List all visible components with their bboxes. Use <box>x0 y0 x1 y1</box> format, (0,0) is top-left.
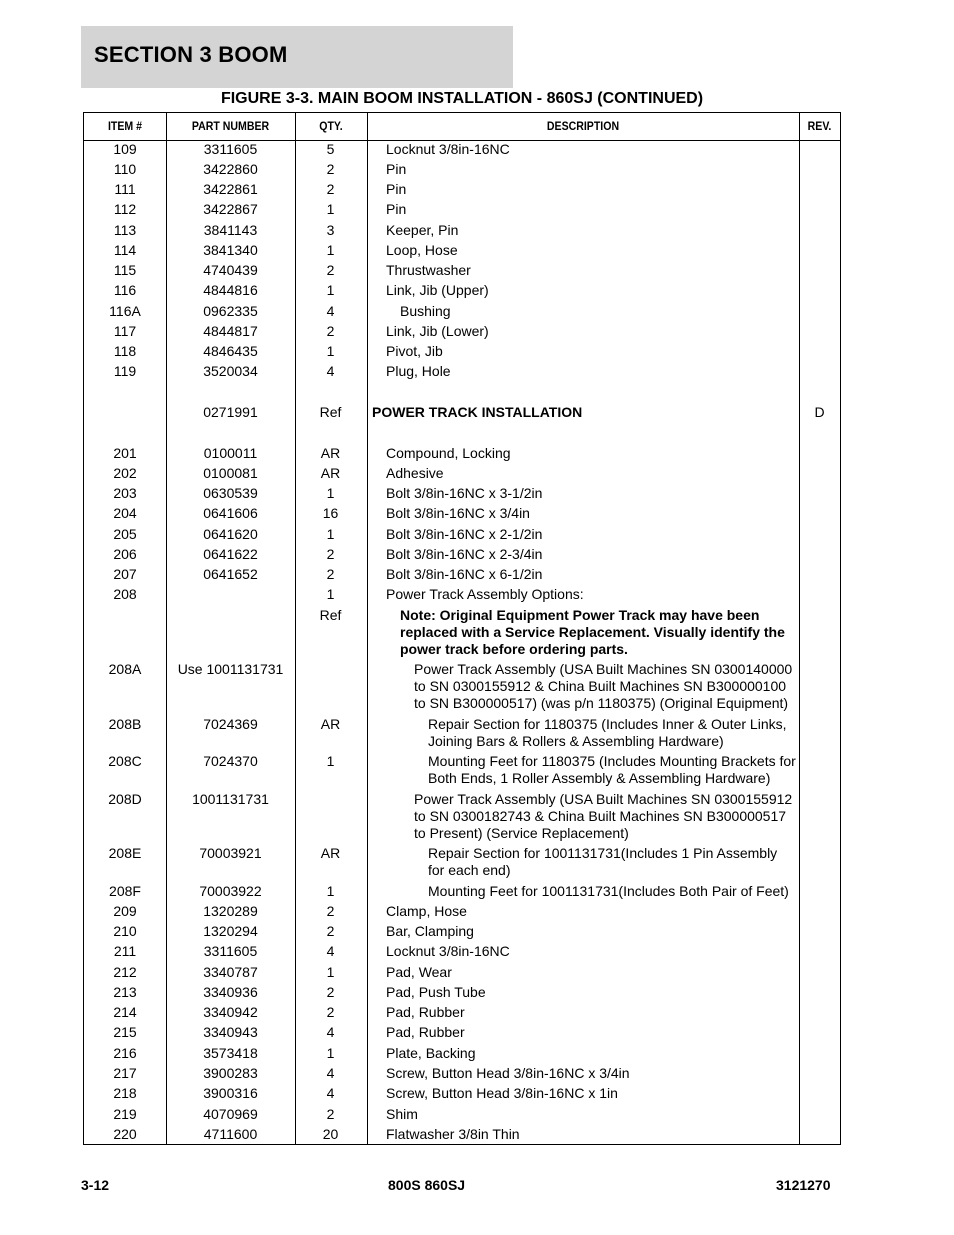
qty-cell: 4 <box>326 943 335 959</box>
part-number-cell: 1320294 <box>203 923 258 939</box>
description-cell: Flatwasher 3/8in Thin <box>386 1126 520 1142</box>
description-cell: Link, Jib (Upper) <box>386 282 489 298</box>
description-cell: Thrustwasher <box>386 262 471 278</box>
description-cell: Mounting Feet for 1001131731(Includes Both Pair of Feet) <box>428 883 789 899</box>
qty-cell: 2 <box>326 262 335 278</box>
part-number-cell: 3340936 <box>203 984 258 1000</box>
item-cell: 220 <box>113 1126 137 1142</box>
part-number-cell: 4844816 <box>203 282 258 298</box>
description-cell: Pad, Push Tube <box>386 984 486 1000</box>
part-number-cell: 0100081 <box>203 465 258 481</box>
part-number-cell: 0962335 <box>203 303 258 319</box>
part-number-cell: 7024370 <box>203 753 258 769</box>
item-cell: 114 <box>113 242 137 258</box>
qty-cell: 4 <box>326 1024 335 1040</box>
part-number-cell: 3340942 <box>203 1004 258 1020</box>
qty-cell: 2 <box>326 161 335 177</box>
item-cell: 207 <box>113 566 137 582</box>
item-cell: 116A <box>109 303 141 319</box>
qty-cell: 1 <box>326 586 335 602</box>
description-cell: Plate, Backing <box>386 1045 476 1061</box>
part-number-cell: 1320289 <box>203 903 258 919</box>
part-number-cell: 3900283 <box>203 1065 258 1081</box>
description-cell: Bolt 3/8in-16NC x 2-1/2in <box>386 526 543 542</box>
item-cell: 119 <box>113 363 137 379</box>
item-cell: 208C <box>108 753 142 769</box>
part-number-cell: 0641620 <box>203 526 258 542</box>
part-number-cell: 3340787 <box>203 964 258 980</box>
qty-cell: 2 <box>326 566 335 582</box>
item-cell: 109 <box>113 141 137 157</box>
item-cell: 212 <box>113 964 137 980</box>
part-number-cell: 0271991 <box>203 404 258 420</box>
item-cell: 205 <box>113 526 137 542</box>
description-cell: Note: Original Equipment Power Track may have been replaced with a Service Replacement. Visually identify the power track before ordering parts. <box>400 607 785 657</box>
header-rev: REV. <box>807 119 832 133</box>
item-cell: 213 <box>113 984 137 1000</box>
description-cell: Bar, Clamping <box>386 923 474 939</box>
description-cell: Clamp, Hose <box>386 903 467 919</box>
qty-cell: 2 <box>326 1004 335 1020</box>
description-cell: Keeper, Pin <box>386 222 459 238</box>
figure-title: FIGURE 3-3. MAIN BOOM INSTALLATION - 860SJ (CONTINUED) <box>220 90 704 107</box>
description-cell: Pivot, Jib <box>386 343 443 359</box>
item-cell: 219 <box>113 1106 137 1122</box>
part-number-cell: 4740439 <box>203 262 258 278</box>
description-cell: Repair Section for 1180375 (Includes Inner & Outer Links, Joining Bars & Rollers & Assembling Hardware) <box>428 716 787 749</box>
qty-cell: 3 <box>326 222 335 238</box>
description-cell: Mounting Feet for 1180375 (Includes Mounting Brackets for Both Ends, 1 Roller Assembly & Assembling Hardware) <box>428 753 796 786</box>
item-cell: 110 <box>113 161 137 177</box>
description-cell: Power Track Assembly Options: <box>386 586 584 602</box>
header-part-number: PART NUMBER <box>191 119 270 133</box>
item-cell: 211 <box>113 943 137 959</box>
qty-cell: 1 <box>326 964 335 980</box>
item-cell: 113 <box>113 222 137 238</box>
qty-cell: 4 <box>326 303 335 319</box>
description-cell: Pin <box>386 161 407 177</box>
item-cell: 217 <box>113 1065 137 1081</box>
part-number-cell: 4711600 <box>203 1126 258 1142</box>
parts-table <box>83 112 841 1145</box>
description-cell: Plug, Hole <box>386 363 451 379</box>
item-cell: 115 <box>113 262 137 278</box>
qty-cell: 4 <box>326 1065 335 1081</box>
description-cell: Compound, Locking <box>386 445 511 461</box>
qty-cell: AR <box>320 845 341 861</box>
part-number-cell: 3311605 <box>203 141 258 157</box>
qty-cell: 1 <box>326 201 335 217</box>
description-cell: POWER TRACK INSTALLATION <box>372 404 583 420</box>
item-cell: 210 <box>113 923 137 939</box>
description-cell: Bolt 3/8in-16NC x 3/4in <box>386 505 530 521</box>
description-cell: Loop, Hose <box>386 242 458 258</box>
part-number-cell: 3573418 <box>203 1045 258 1061</box>
header-qty: QTY. <box>319 119 343 133</box>
qty-cell: 2 <box>326 323 335 339</box>
item-cell: 202 <box>113 465 137 481</box>
qty-cell: 16 <box>322 505 339 521</box>
item-cell: 214 <box>113 1004 137 1020</box>
qty-cell: 1 <box>326 883 335 899</box>
item-cell: 208 <box>113 586 137 602</box>
part-number-cell: 3340943 <box>203 1024 258 1040</box>
qty-cell: 2 <box>326 984 335 1000</box>
part-number-cell: 70003921 <box>199 845 262 861</box>
qty-cell: 2 <box>326 181 335 197</box>
column-divider <box>799 113 800 1144</box>
part-number-cell: 3422860 <box>203 161 258 177</box>
qty-cell: 20 <box>322 1126 339 1142</box>
description-cell: Pin <box>386 181 407 197</box>
part-number-cell: 0641652 <box>203 566 258 582</box>
qty-cell: 2 <box>326 1106 335 1122</box>
qty-cell: 1 <box>326 242 335 258</box>
qty-cell: 2 <box>326 546 335 562</box>
part-number-cell: 3311605 <box>203 943 258 959</box>
qty-cell: 1 <box>326 753 335 769</box>
description-cell: Bolt 3/8in-16NC x 6-1/2in <box>386 566 543 582</box>
part-number-cell: 0100011 <box>203 445 258 461</box>
qty-cell: 4 <box>326 1085 335 1101</box>
footer-doc-number: 3121270 <box>776 1177 831 1193</box>
part-number-cell: 3841340 <box>203 242 258 258</box>
part-number-cell: 1001131731 <box>192 791 269 807</box>
part-number-cell: 7024369 <box>203 716 258 732</box>
description-cell: Pin <box>386 201 407 217</box>
description-cell: Bushing <box>400 303 451 319</box>
item-cell: 118 <box>113 343 137 359</box>
qty-cell: AR <box>320 716 341 732</box>
qty-cell: AR <box>320 445 341 461</box>
description-cell: Bolt 3/8in-16NC x 2-3/4in <box>386 546 543 562</box>
item-cell: 112 <box>113 201 137 217</box>
qty-cell: 2 <box>326 903 335 919</box>
description-cell: Locknut 3/8in-16NC <box>386 943 510 959</box>
qty-cell: Ref <box>319 404 342 420</box>
qty-cell: 1 <box>326 1045 335 1061</box>
part-number-cell: 70003922 <box>199 883 262 899</box>
item-cell: 208A <box>108 661 142 677</box>
header-item: ITEM # <box>107 119 143 133</box>
description-cell: Pad, Rubber <box>386 1024 465 1040</box>
part-number-cell: 4846435 <box>203 343 258 359</box>
qty-cell: 1 <box>326 526 335 542</box>
item-cell: 204 <box>113 505 137 521</box>
description-cell: Adhesive <box>386 465 444 481</box>
item-cell: 116 <box>113 282 137 298</box>
description-cell: Link, Jib (Lower) <box>386 323 489 339</box>
item-cell: 208B <box>108 716 142 732</box>
part-number-cell: 3520034 <box>203 363 258 379</box>
qty-cell: 1 <box>326 343 335 359</box>
part-number-cell: 4070969 <box>203 1106 258 1122</box>
description-cell: Pad, Wear <box>386 964 452 980</box>
item-cell: 208F <box>109 883 141 899</box>
rev-cell: D <box>814 404 825 420</box>
description-cell: Shim <box>386 1106 418 1122</box>
qty-cell: 1 <box>326 485 335 501</box>
part-number-cell: 0630539 <box>203 485 258 501</box>
description-cell: Pad, Rubber <box>386 1004 465 1020</box>
part-number-cell: Use 1001131731 <box>177 661 284 677</box>
qty-cell: Ref <box>319 607 342 623</box>
description-cell: Repair Section for 1001131731(Includes 1 Pin Assembly for each end) <box>428 845 778 878</box>
header-description: DESCRIPTION <box>546 119 620 133</box>
qty-cell: AR <box>320 465 341 481</box>
qty-cell: 1 <box>326 282 335 298</box>
item-cell: 209 <box>113 903 137 919</box>
part-number-cell: 3841143 <box>203 222 258 238</box>
item-cell: 203 <box>113 485 137 501</box>
item-cell: 208E <box>108 845 142 861</box>
description-cell: Screw, Button Head 3/8in-16NC x 3/4in <box>386 1065 630 1081</box>
qty-cell: 5 <box>326 141 335 157</box>
part-number-cell: 3422861 <box>203 181 258 197</box>
part-number-cell: 0641622 <box>203 546 258 562</box>
item-cell: 206 <box>113 546 137 562</box>
description-cell: Power Track Assembly (USA Built Machines SN 0300155912 to SN 0300182743 & China Built Machines SN B300000517 to Present) (Service Replacement) <box>414 791 793 841</box>
part-number-cell: 3422867 <box>203 201 258 217</box>
item-cell: 218 <box>113 1085 137 1101</box>
part-number-cell: 0641606 <box>203 505 258 521</box>
part-number-cell: 4844817 <box>203 323 258 339</box>
qty-cell: 4 <box>326 363 335 379</box>
item-cell: 208D <box>108 791 142 807</box>
item-cell: 111 <box>114 181 136 197</box>
section-header-band <box>81 26 513 88</box>
item-cell: 117 <box>113 323 137 339</box>
qty-cell: 2 <box>326 923 335 939</box>
item-cell: 216 <box>113 1045 137 1061</box>
description-cell: Locknut 3/8in-16NC <box>386 141 510 157</box>
item-cell: 201 <box>113 445 137 461</box>
footer-page-number: 3-12 <box>81 1177 110 1193</box>
description-cell: Power Track Assembly (USA Built Machines SN 0300140000 to SN 0300155912 & China Built Machines SN B300000100 to SN B300000517) (was p/n 1180375) (Original Equipment) <box>414 661 793 711</box>
column-divider <box>367 113 368 1144</box>
description-cell: Bolt 3/8in-16NC x 3-1/2in <box>386 485 543 501</box>
part-number-cell: 3900316 <box>203 1085 258 1101</box>
description-cell: Screw, Button Head 3/8in-16NC x 1in <box>386 1085 618 1101</box>
section-title: SECTION 3 BOOM <box>94 42 288 67</box>
item-cell: 215 <box>113 1024 137 1040</box>
footer-model: 800S 860SJ <box>388 1177 466 1193</box>
